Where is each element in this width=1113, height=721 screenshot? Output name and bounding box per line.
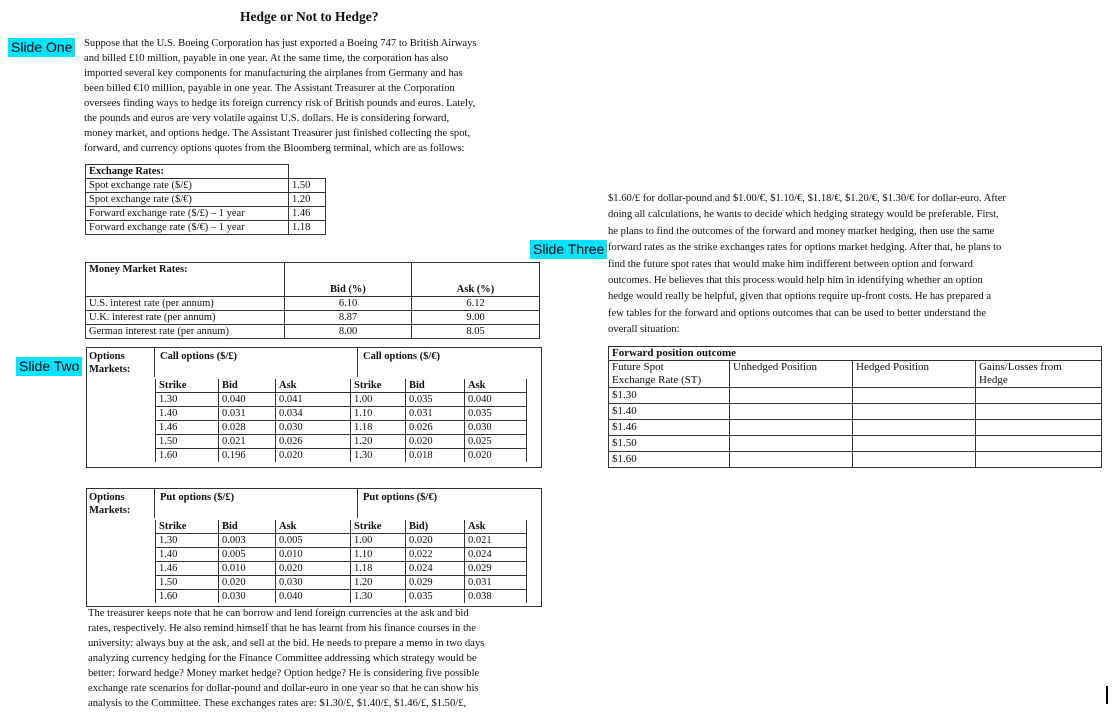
text-line: he plans to find the outcomes of the forward and money market hedging, then use the same	[608, 225, 995, 237]
text-line: oversees finding ways to hedge its foreign currency risk of British pounds and euros. Lately,	[84, 98, 476, 109]
table-row	[86, 325, 540, 339]
col-strike: Strike	[351, 379, 406, 393]
text-line: better: forward hedge? Money market hedge? Option hedge? He is considering five possible	[88, 668, 480, 679]
exchange-value: 1.50	[289, 179, 326, 193]
text-line: find the future spot rates that would make him indifferent between option and forward	[608, 258, 973, 270]
slide-two-label: Slide Two	[16, 357, 82, 376]
rate-label: U.S. interest rate (per annum)	[86, 297, 285, 311]
closing-paragraph	[88, 606, 540, 711]
text-line: hedge would really be helpful, given that options require up-front costs. He has prepared a	[608, 291, 992, 303]
col-strike: Strike	[156, 520, 219, 534]
col-ask: Ask	[465, 379, 527, 393]
text-line: and billed £10 million, payable in one year. At the same time, the corporation has also	[84, 53, 449, 64]
table-row	[86, 193, 540, 207]
table-row: $1.50	[609, 436, 1102, 452]
table-row	[86, 207, 540, 221]
table-row: 1.30 0.003 0.005 1.00 0.020 0.021	[156, 534, 527, 548]
exchange-value: 1.18	[289, 221, 326, 235]
col-bid: Bid	[406, 379, 465, 393]
text-line: outcomes. He believes that this process would help him in identifying whether an option	[608, 275, 983, 287]
empty-cell	[289, 165, 326, 179]
table-row: $1.46	[609, 420, 1102, 436]
rate-label: German interest rate (per annum)	[86, 325, 285, 339]
table-row: 1.50 0.021 0.026 1.20 0.020 0.025	[156, 435, 527, 449]
table-row	[86, 179, 540, 193]
text-line: money market, and options hedge. The Assistant Treasurer just finished collecting the spot,	[84, 128, 471, 139]
call-options-table	[155, 379, 527, 462]
col-hedged: Hedged Position	[853, 361, 976, 388]
table-row: $1.60	[609, 452, 1102, 468]
put-options-table	[155, 520, 527, 603]
page-title: Hedge or Not to Hedge?	[240, 9, 379, 24]
ask-header: Ask (%)	[412, 283, 540, 297]
table-row: 1.30 0.040 0.041 1.00 0.035 0.040	[156, 393, 527, 407]
text-line: rates, respectively. He also remind himself that he has learnt from his finance courses in the	[88, 623, 476, 634]
forward-title: Forward position outcome	[609, 347, 1102, 361]
col-unhedged: Unhedged Position	[730, 361, 853, 388]
call-euro-title: Call options ($/€)	[363, 351, 441, 362]
text-line: doing all calculations, he wants to decide which hedging strategy would be preferable. First,	[608, 209, 999, 221]
col-gains-losses: Gains/Losses from Hedge	[976, 361, 1102, 388]
table-row: $1.30	[609, 388, 1102, 404]
table-row: 1.46 0.010 0.020 1.18 0.024 0.029	[156, 562, 527, 576]
rate-label: U.K. interest rate (per annum)	[86, 311, 285, 325]
text-line: the pounds and euros are very volatile against U.S. dollars. He is considering forward,	[84, 113, 450, 124]
money-market-table	[85, 262, 540, 339]
exchange-rates-header: Exchange Rates:	[86, 165, 289, 179]
table-row: 1.50 0.020 0.030 1.20 0.029 0.031	[156, 576, 527, 590]
col-bid: Bid	[219, 379, 276, 393]
exchange-label: Forward exchange rate ($/£) – 1 year	[86, 207, 289, 221]
slide-one-label: Slide One	[8, 38, 75, 57]
table-row	[86, 221, 540, 235]
col-bid: Bid	[219, 520, 276, 534]
exchange-label: Forward exchange rate ($/€) – 1 year	[86, 221, 289, 235]
slide-three-label: Slide Three	[530, 240, 607, 259]
exchange-value: 1.20	[289, 193, 326, 207]
text-cursor	[1106, 686, 1108, 704]
text-line: Suppose that the U.S. Boeing Corporation has just exported a Boeing 747 to British Airways	[84, 38, 477, 49]
col-ask: Ask	[465, 520, 527, 534]
rate-ask: 9.00	[412, 311, 540, 325]
text-line: imported several key components for manufacturing the airplanes from Germany and has	[84, 68, 463, 79]
rate-ask: 6.12	[412, 297, 540, 311]
col-strike: Strike	[156, 379, 219, 393]
table-row: $1.40	[609, 404, 1102, 420]
text-line: $1.60/£ for dollar-pound and $1.00/€, $1.10/€, $1.18/€, $1.20/€, $1.30/€ for dollar-euro. After	[608, 193, 1006, 204]
text-line: forward, and currency options quotes from the Bloomberg terminal, which are as follows:	[84, 143, 465, 154]
rate-ask: 8.05	[412, 325, 540, 339]
text-line: forward rates as the strike exchanges rates for options market hedging. After that, he plans to	[608, 242, 1002, 254]
exchange-label: Spot exchange rate ($/€)	[86, 193, 289, 207]
right-paragraph	[608, 191, 1102, 339]
text-line: exchange rate scenarios for dollar-pound and dollar-euro in one year so that he can show his	[88, 683, 479, 694]
table-row	[86, 311, 540, 325]
call-pound-title: Call options ($/£)	[160, 351, 238, 362]
rate-bid: 8.87	[285, 311, 412, 325]
table-row: 1.60 0.030 0.040 1.30 0.035 0.038	[156, 590, 527, 604]
text-line: overall situation:	[608, 324, 680, 336]
table-row: 1.40 0.005 0.010 1.10 0.022 0.024	[156, 548, 527, 562]
forward-outcome-table	[608, 346, 1102, 468]
options-markets-label: Options Markets:	[89, 351, 131, 375]
table-row: 1.40 0.031 0.034 1.10 0.031 0.035	[156, 407, 527, 421]
col-future-spot: Future Spot Exchange Rate (ST)	[609, 361, 730, 388]
text-line: analyzing currency hedging for the Finance Committee addressing which strategy would be	[88, 653, 477, 664]
col-ask: Ask	[276, 520, 351, 534]
rate-bid: 6.10	[285, 297, 412, 311]
exchange-rates-table	[85, 164, 540, 235]
table-row: 1.60 0.196 0.020 1.30 0.018 0.020	[156, 449, 527, 463]
rate-bid: 8.00	[285, 325, 412, 339]
table-row	[86, 297, 540, 311]
col-strike: Strike	[351, 520, 406, 534]
exchange-label: Spot exchange rate ($/£)	[86, 179, 289, 193]
col-bid: Bid)	[406, 520, 465, 534]
text-line: The treasurer keeps note that he can borrow and lend foreign currencies at the ask and bid	[88, 608, 469, 619]
intro-paragraph	[84, 36, 536, 156]
text-line: analysis to the Committee. These exchanges rates are: $1.30/£, $1.40/£, $1.46/£, $1.50/£,	[88, 698, 467, 709]
options-markets-label: Options Markets:	[89, 492, 131, 516]
text-line: been billed €10 million, payable in one year. The Assistant Treasurer at the Corporation	[84, 83, 455, 94]
put-euro-title: Put options ($/€)	[363, 492, 438, 503]
put-pound-title: Put options ($/£)	[160, 492, 235, 503]
text-line: university: always buy at the ask, and sell at the bid. He needs to prepare a memo in two days	[88, 638, 485, 649]
col-ask: Ask	[276, 379, 351, 393]
exchange-value: 1.46	[289, 207, 326, 221]
text-line: few tables for the forward and options outcomes that can be used to better understand the	[608, 307, 987, 319]
bid-header: Bid (%)	[285, 283, 412, 297]
table-row: 1.46 0.028 0.030 1.18 0.026 0.030	[156, 421, 527, 435]
money-market-header: Money Market Rates:	[86, 263, 285, 284]
